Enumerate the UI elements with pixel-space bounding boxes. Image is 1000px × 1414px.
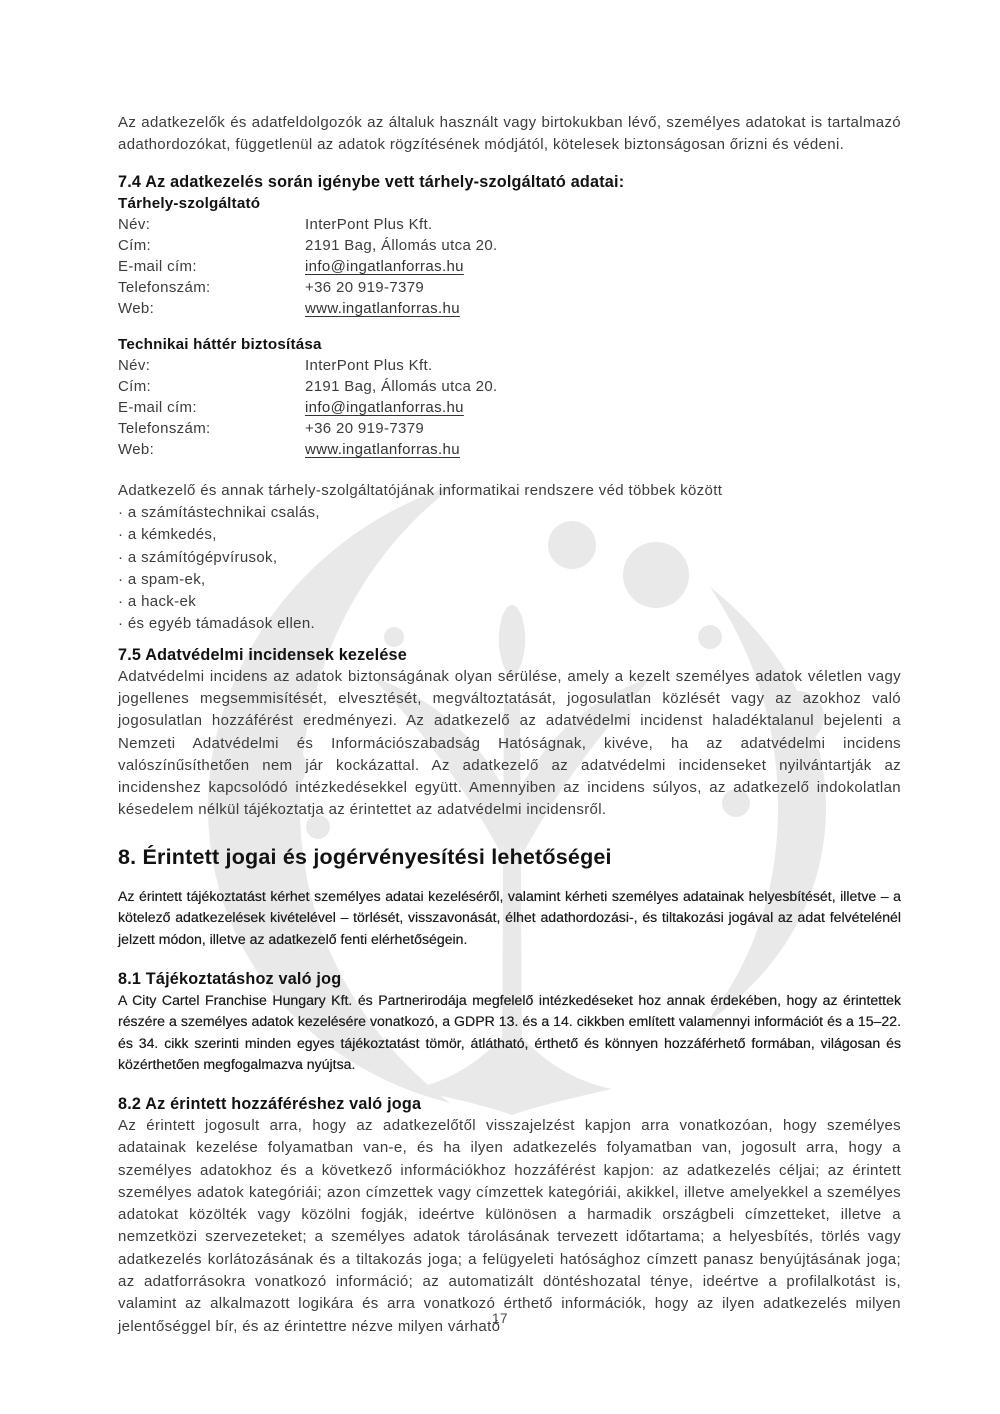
protection-list bbox=[118, 502, 901, 636]
contact-value-phone: +36 20 919-7379 bbox=[305, 279, 425, 297]
section-7-5-body: Adatvédelmi incidens az adatok biztonságának olyan sérülése, amely a kezelt személyes adatok véletlen vagy jogellenes megsemmisítését, elvesztését, megváltoztatását, jogosulatlan közlését vagy az azokhoz való jogosulatlan hozzáférést eredményezi. Az adatkezelő az adatvédelmi incidenst haladéktalanul bejelenti a Nemzeti Adatvédelmi és Információszabadság Hatóságnak, kivéve, ha az adatvédelmi incidens valószínűsíthetően nem jár kockázattal. Az adatkezelő az adatvédelmi incidenseket nyilvántartják az incidenshez kapcsolódó intézkedésekkel együtt. Amennyiben az incidens súlyos, az adatkezelő indokolatlan késedelem nélkül tájékoztatja az érintettet az adatvédelmi incidensről. bbox=[118, 667, 901, 819]
contact-row bbox=[118, 355, 901, 376]
contact-label-address: Cím: bbox=[118, 377, 152, 395]
protection-item: · a számítógépvírusok, bbox=[118, 548, 278, 566]
contact-row bbox=[118, 256, 901, 277]
contact-row bbox=[118, 235, 901, 256]
contact-value-address: 2191 Bag, Állomás utca 20. bbox=[305, 236, 498, 254]
web-link[interactable]: www.ingatlanforras.hu bbox=[305, 300, 460, 318]
page-number: 17 bbox=[491, 1311, 509, 1326]
contact-label-email: E-mail cím: bbox=[118, 258, 197, 275]
protection-item: · a számítástechnikai csalás, bbox=[118, 503, 320, 521]
contact-row bbox=[118, 277, 901, 298]
contact-row bbox=[118, 418, 901, 439]
section-7-5-heading: 7.5 Adatvédelmi incidensek kezelése bbox=[118, 645, 407, 664]
section-8-heading: 8. Érintett jogai és jogérvényesítési lehetőségei bbox=[118, 844, 612, 869]
protection-item: · a spam-ek, bbox=[118, 570, 206, 588]
technical-background-block bbox=[118, 334, 901, 461]
contact-row bbox=[118, 214, 901, 235]
protection-intro: Adatkezelő és annak tárhely-szolgáltatójának informatikai rendszere véd többek között bbox=[118, 481, 723, 499]
contact-value-name: InterPont Plus Kft. bbox=[305, 356, 433, 374]
contact-label-phone: Telefonszám: bbox=[118, 420, 211, 438]
protection-item: · és egyéb támadások ellen. bbox=[118, 615, 316, 633]
section-8-2-body: Az érintett jogosult arra, hogy az adatkezelőtől visszajelzést kapjon arra vonatkozóan, hogy személyes adatainak kezelése folyamatban van-e, és ha ilyen adatkezelés folyamatban van, jogosult arra, hogy a személyes adatokhoz és a következő információkhoz hozzáférést kapjon: az adatkezelés céljai; az érintett személyes adatok kategóriái; azon címzettek vagy címzettek kategóriái, akikkel, illetve amelyekkel a személyes adatokat közölték vagy közölni fogják, ideértve különösen a harmadik országbeli címzetteket, illetve a nemzetközi szervezeteket; a személyes adatok tárolásának tervezett időtartama; a helyesbítés, törlés vagy adatkezelés korlátozásának és a tiltakozás joga; a felügyeleti hatósághoz címzett panasz benyújtásának joga; az adatforrásokra vonatkozó információ; az automatizált döntéshozatal ténye, ideértve a profilalkotást is, valamint az alkalmazott logikára és arra vonatkozó érthető információk, hogy az ilyen adatkezelés milyen jelentőséggel bír, és az érintettre nézve milyen várható bbox=[118, 1116, 901, 1335]
hosting-provider-subheading: Tárhely-szolgáltató bbox=[118, 194, 261, 212]
contact-row bbox=[118, 376, 901, 397]
contact-value-phone: +36 20 919-7379 bbox=[305, 420, 425, 438]
section-8-1-body: A City Cartel Franchise Hungary Kft. és Partnerirodája megfelelő intézkedéseket hoz annak érdekében, hogy az érintettek részére a személyes adatok kezelésére vonatkozó, a GDPR 13. és a 14. cikkben említett valamennyi információt és a 15–22. és 34. cikk szerinti minden egyes tájékoztatást tömör, átlátható, érthető és könnyen hozzáférhető formában, világosan és közérthetően megfogalmazva nyújtsa. bbox=[118, 991, 901, 1073]
contact-label-name: Név: bbox=[118, 356, 151, 374]
hosting-provider-block bbox=[118, 193, 901, 320]
web-link[interactable]: www.ingatlanforras.hu bbox=[305, 441, 460, 459]
contact-label-phone: Telefonszám: bbox=[118, 279, 211, 297]
contact-label-address: Cím: bbox=[118, 236, 152, 254]
contact-row bbox=[118, 397, 901, 418]
contact-label-web: Web: bbox=[118, 300, 155, 318]
section-8-body: Az érintett tájékoztatást kérhet személyes adatai kezeléséről, valamint kérheti személyes adatainak helyesbítését, illetve – a kötelező adatkezelések kivételével – törlését, visszavonását, élhet adathordozási-, és tiltakozási jogával az adat felvételénél jelzett módon, illetve az adatkezelő fenti elérhetőségein. bbox=[118, 887, 901, 947]
email-link[interactable]: info@ingatlanforras.hu bbox=[305, 399, 464, 417]
email-link[interactable]: info@ingatlanforras.hu bbox=[305, 258, 464, 275]
section-8-1-heading: 8.1 Tájékoztatáshoz való jog bbox=[118, 969, 342, 988]
technical-background-subheading: Technikai háttér biztosítása bbox=[118, 335, 322, 353]
contact-row bbox=[118, 298, 901, 319]
section-7-4-heading: 7.4 Az adatkezelés során igénybe vett tárhely-szolgáltató adatai: bbox=[118, 172, 625, 191]
protection-item: · a hack-ek bbox=[118, 593, 197, 611]
intro-paragraph: Az adatkezelők és adatfeldolgozók az általuk használt vagy birtokukban lévő, személyes adatokat is tartalmazó adathordozókat, függetlenül az adatok rögzítésének módjától, kötelesek biztonságosan őrizni és védeni. bbox=[118, 114, 901, 154]
contact-row bbox=[118, 439, 901, 460]
contact-label-name: Név: bbox=[118, 215, 151, 233]
contact-label-web: Web: bbox=[118, 441, 155, 459]
contact-label-email: E-mail cím: bbox=[118, 399, 197, 417]
page-content bbox=[118, 112, 901, 1338]
section-8-2-heading: 8.2 Az érintett hozzáféréshez való joga bbox=[118, 1094, 422, 1113]
contact-value-address: 2191 Bag, Állomás utca 20. bbox=[305, 377, 498, 395]
protection-item: · a kémkedés, bbox=[118, 526, 217, 544]
contact-value-name: InterPont Plus Kft. bbox=[305, 215, 433, 233]
